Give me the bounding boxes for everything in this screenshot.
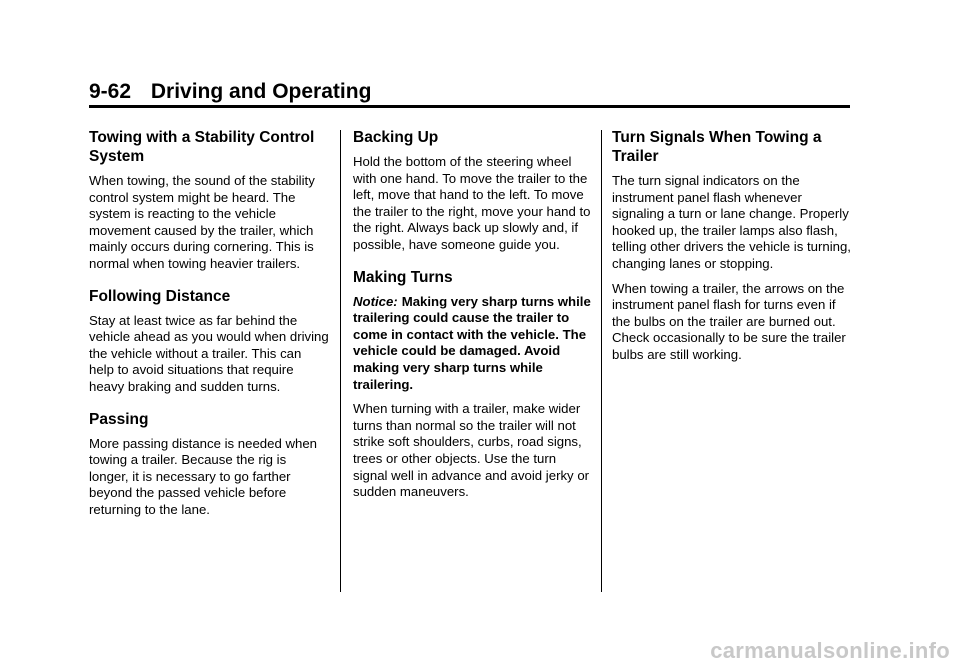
column-divider: [340, 130, 341, 592]
notice-text: Making very sharp turns while trailering could cause the trailer to come in contact with the vehicle. The vehicle could be damaged. Avoid making very sharp turns while trailering.: [353, 293, 591, 392]
paragraph: When towing a trailer, the arrows on the instrument panel flash for turns even if the bulbs on the trailer are burned out. Check occasionally to be sure the trailer bulbs are still working.: [612, 280, 846, 362]
paragraph: Stay at least twice as far behind the vehicle ahead as you would when driving the vehicle without a trailer. This can help to avoid situations that require heavy braking and sudden turns.: [89, 312, 329, 394]
page-number: 9-62: [89, 80, 132, 103]
section-heading: Turn Signals When Towing a Trailer: [612, 129, 822, 165]
notice-paragraph: [353, 294, 591, 394]
section-heading: Following Distance: [89, 287, 231, 305]
column-2: [353, 128, 591, 509]
column-divider: [601, 130, 602, 592]
section-heading: Making Turns: [353, 268, 453, 286]
section-title: Driving and Operating: [150, 80, 372, 103]
page-header: [89, 80, 850, 108]
paragraph: Hold the bottom of the steering wheel with one hand. To move the trailer to the left, move that hand to the left. To move the trailer to the right, move your hand to the right. Always back up slowly and, if possible, have someone guide you.: [353, 154, 591, 252]
section-heading: Passing: [89, 410, 149, 428]
paragraph: The turn signal indicators on the instrument panel flash whenever signaling a turn or lane change. Properly hooked up, the trailer lamps also flash, telling other drivers the vehicle is turning, changing lanes or stopping.: [612, 173, 851, 271]
section-heading: Backing Up: [353, 129, 439, 146]
column-1: [89, 128, 329, 527]
paragraph: When towing, the sound of the stability control system might be heard. The system is reacting to the vehicle movement caused by the trailer, which mainly occurs during cornering. This is normal when towing heavier trailers.: [89, 173, 315, 271]
paragraph: When turning with a trailer, make wider turns than normal so the trailer will not strike soft shoulders, curbs, road signs, trees or other objects. Use the turn signal well in advance and avoid jerky or sudden maneuvers.: [353, 401, 590, 500]
column-3: [612, 128, 852, 372]
section-heading: Towing with a Stability Control System: [89, 129, 315, 165]
paragraph: More passing distance is needed when towing a trailer. Because the rig is longer, it is necessary to go farther beyond the passed vehicle before returning to the lane.: [89, 435, 317, 517]
notice-label: Notice:: [353, 293, 398, 309]
watermark: carmanualsonline.info: [710, 638, 950, 663]
